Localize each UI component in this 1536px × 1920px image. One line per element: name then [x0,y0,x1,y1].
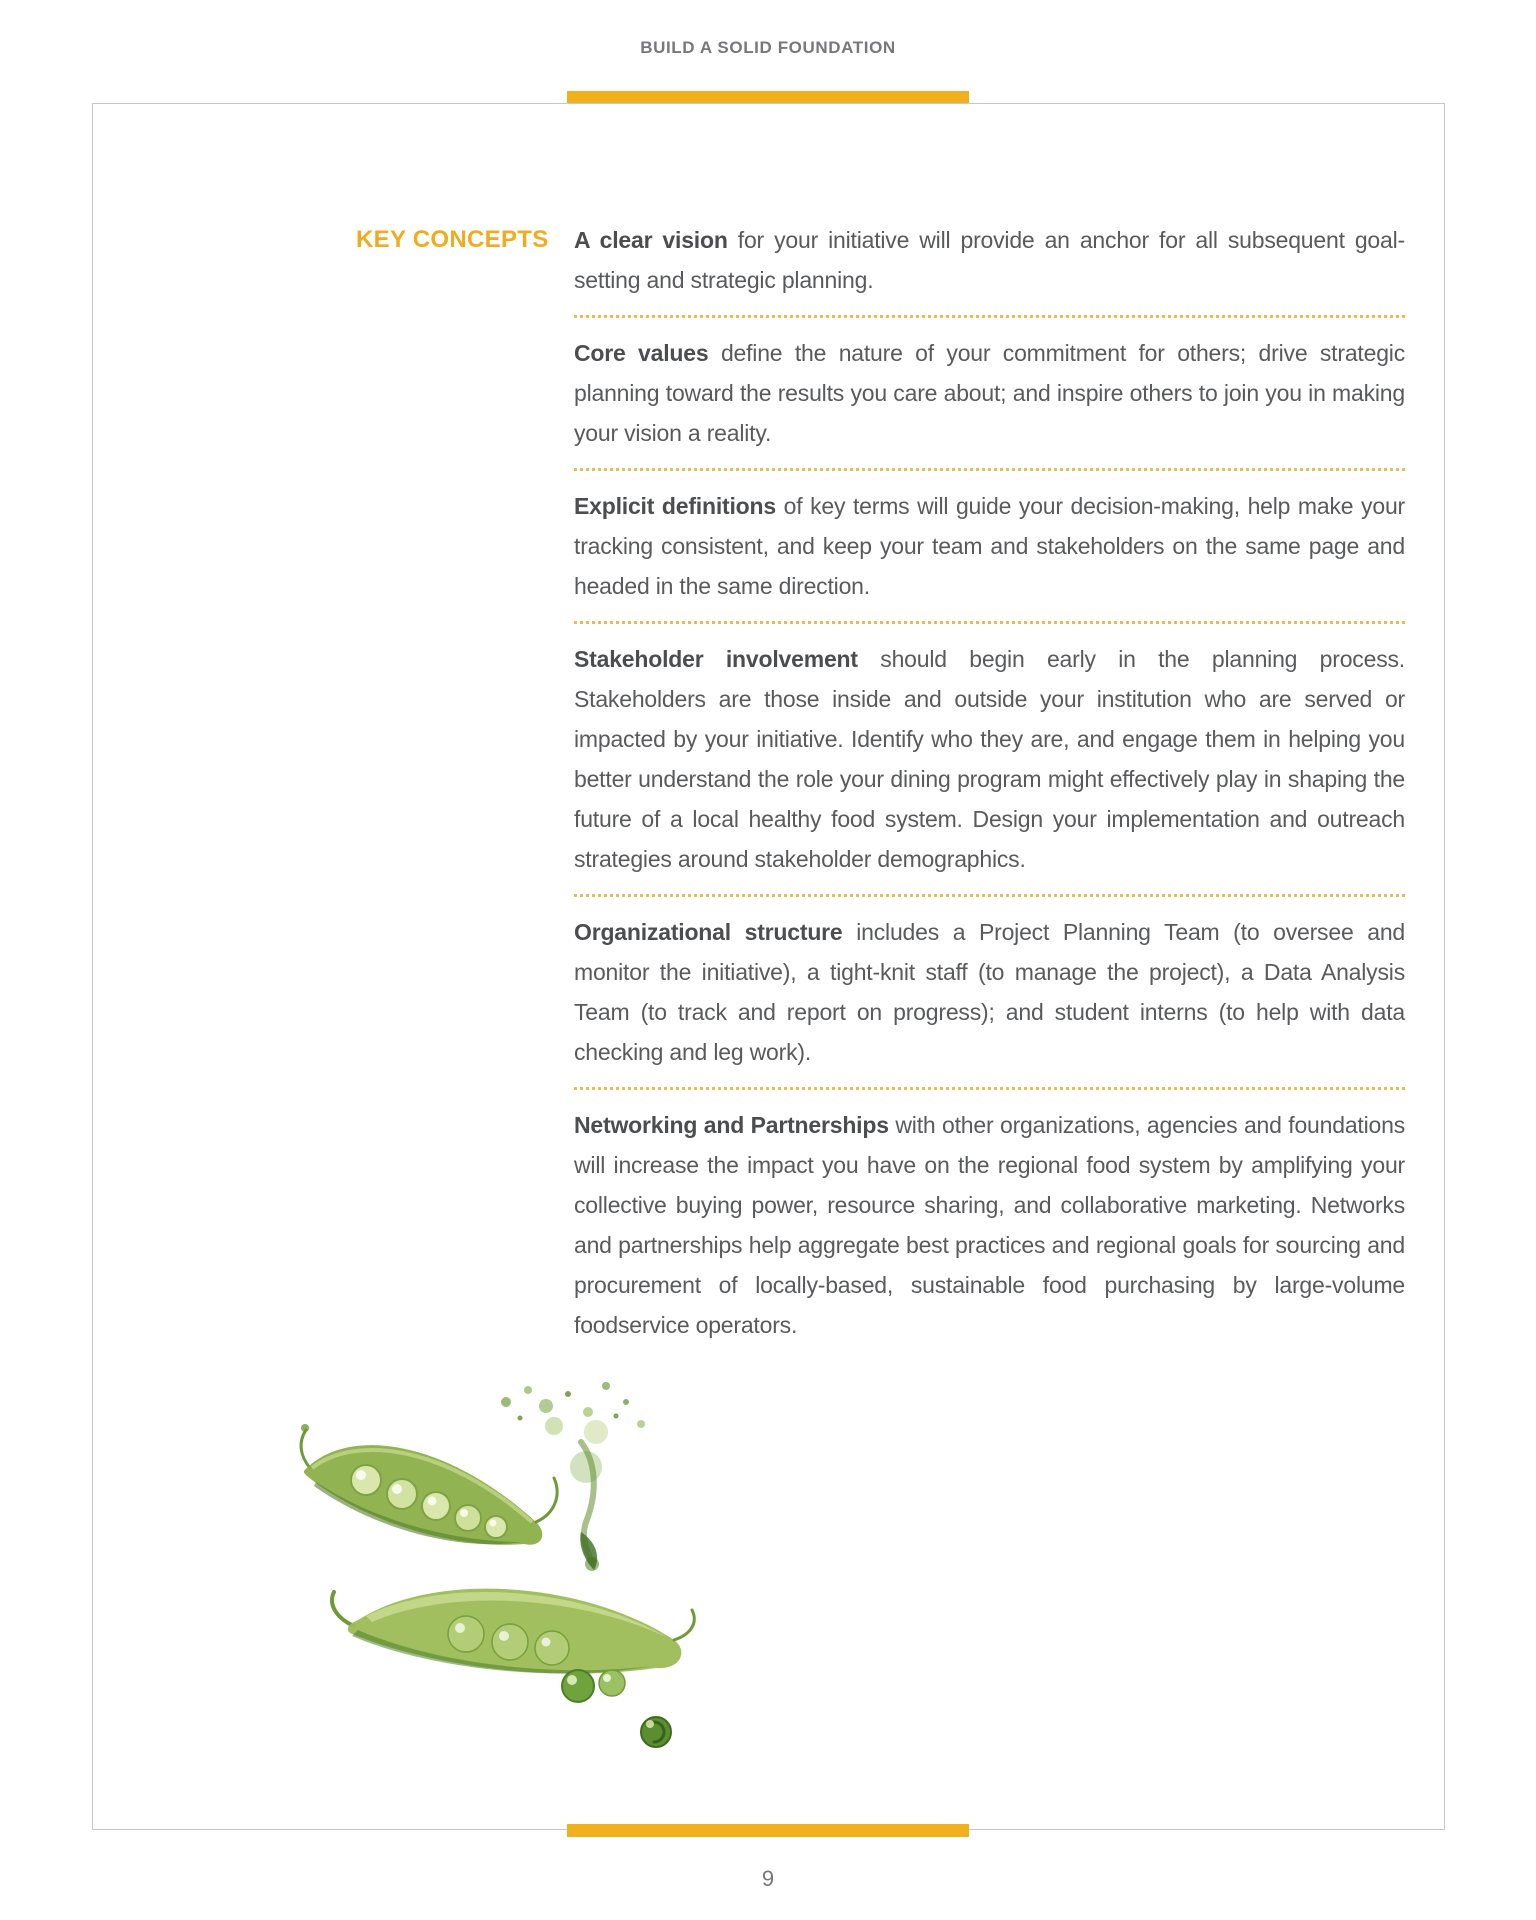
dotted-divider [574,894,1405,897]
pea-pods-illustration [296,1372,716,1792]
concept-paragraph [574,912,1405,1072]
concept-lead: Core values [574,340,709,366]
concept-lead: Networking and Partnerships [574,1112,889,1138]
concept-lead: A clear vision [574,227,728,253]
concept-lead: Organizational structure [574,919,843,945]
concept-text: for your initiative will provide an anchor for all subsequent goal-setting and strategic planning. [574,227,1405,293]
concept-lead: Stakeholder involvement [574,646,858,672]
page-header-title: BUILD A SOLID FOUNDATION [640,38,896,57]
page-number: 9 [761,1866,775,1891]
concept-text: should begin early in the planning process. Stakeholders are those inside and outside your institution who are served or impacted by your initiative. Identify who they are, and engage them in helping you better understand the role your dining program might effectively play in shaping the future of a local healthy food system. Design your implementation and outreach strategies around stakeholder demographics. [574,646,1405,872]
concept-text: with other organizations, agencies and foundations will increase the impact you have on the regional food system by amplifying your collective buying power, resource sharing, and collaborative marketing. Networks and partnerships help aggregate best practices and regional goals for sourcing and procurement of locally-based, sustainable food purchasing by large-volume foodservice operators. [574,1112,1405,1338]
pea-pod-lower [332,1589,694,1674]
dotted-divider [574,621,1405,624]
concept-paragraph [574,220,1405,300]
dotted-divider [574,468,1405,471]
concept-text: define the nature of your commitment for others; drive strategic planning toward the results you care about; and inspire others to join you in making your vision a reality. [574,340,1405,446]
accent-bar-bottom [567,1824,969,1837]
concept-paragraph [574,333,1405,453]
pea-pod-upper [301,1424,557,1545]
key-concepts-body [574,220,1405,1360]
concept-paragraph [574,639,1405,879]
dotted-divider [574,315,1405,318]
concept-paragraph [574,486,1405,606]
dotted-divider [574,1087,1405,1090]
key-concepts-label: KEY CONCEPTS [356,226,549,253]
concept-lead: Explicit definitions [574,493,776,519]
loose-peas [562,1670,671,1747]
concept-text: of key terms will guide your decision-making, help make your tracking consistent, and keep your team and stakeholders on the same page and headed in the same direction. [574,493,1405,599]
concept-paragraph [574,1105,1405,1345]
concept-text: includes a Project Planning Team (to oversee and monitor the initiative), a tight-knit staff (to manage the project), a Data Analysis Team (to track and report on progress); and student interns (to help with data checking and leg work). [574,919,1405,1065]
